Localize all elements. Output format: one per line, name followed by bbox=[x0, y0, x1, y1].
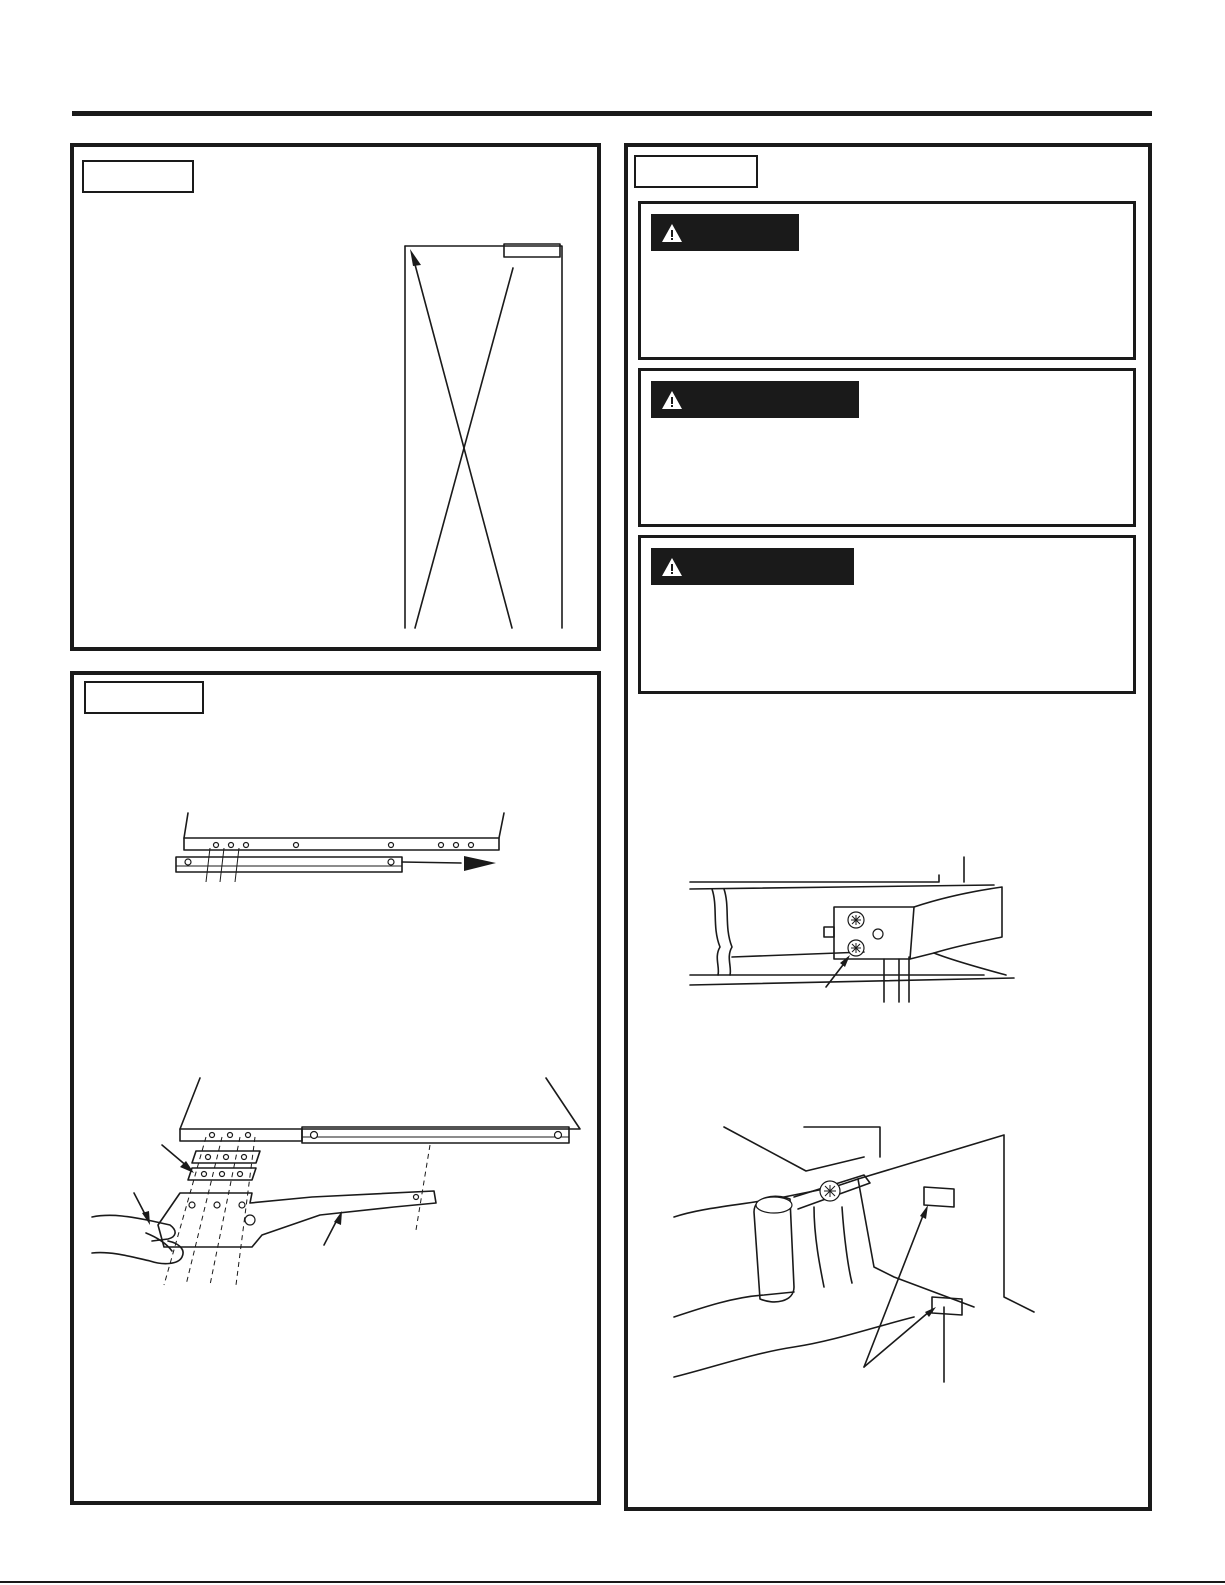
step-tag-2 bbox=[84, 681, 204, 714]
arrow-icon bbox=[840, 955, 850, 967]
panel-handle-assembly bbox=[70, 671, 601, 1505]
arrow-icon bbox=[925, 1307, 936, 1317]
handle-mount-figure bbox=[92, 1075, 572, 1290]
arrow-icon bbox=[410, 249, 421, 266]
warning-triangle-icon bbox=[661, 390, 683, 410]
hinge-bracket-figure bbox=[684, 857, 1014, 1002]
header-rule bbox=[72, 111, 1152, 116]
warning-label-3 bbox=[651, 548, 854, 585]
panel-hinge-removal bbox=[624, 143, 1152, 1511]
warning-label-1 bbox=[651, 214, 799, 251]
arrow-icon bbox=[464, 856, 496, 871]
warning-box-3 bbox=[638, 535, 1136, 694]
hinge-pin-figure bbox=[674, 1127, 1054, 1382]
step-tag-3 bbox=[634, 155, 758, 188]
door-diagonal-figure bbox=[394, 242, 564, 637]
arrow-icon bbox=[142, 1211, 150, 1225]
warning-triangle-icon bbox=[661, 557, 683, 577]
footer-rule bbox=[0, 1581, 1225, 1583]
warning-box-2 bbox=[638, 368, 1136, 527]
warning-triangle-icon bbox=[661, 223, 683, 243]
arrow-icon bbox=[920, 1205, 928, 1219]
panel-door-diagonal bbox=[70, 143, 601, 651]
warning-label-2 bbox=[651, 381, 859, 418]
trim-removal-figure bbox=[166, 810, 496, 890]
step-tag-1 bbox=[82, 160, 194, 193]
warning-box-1 bbox=[638, 201, 1136, 360]
